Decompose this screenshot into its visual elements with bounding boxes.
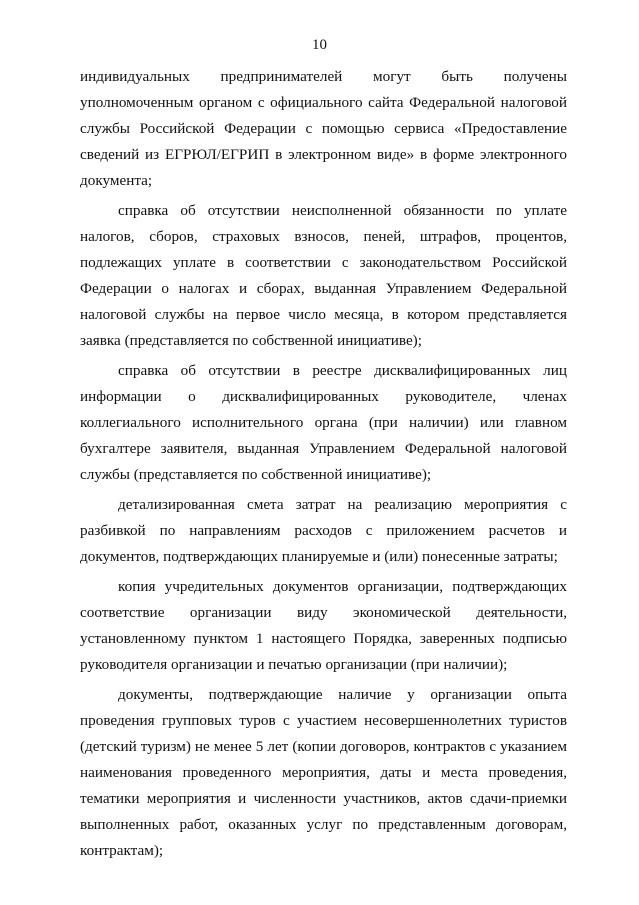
paragraph-founding-documents: копия учредительных документов организации, подтверждающих соответствие организации виду экономической деятельности, установленному пунктом 1 настоящего Порядка, заверенных подписью руководителя организации и печатью организации (при наличии); xyxy=(80,578,567,673)
paragraph-egrul-continuation: индивидуальных предпринимателей могут быть получены уполномоченным органом с официального сайта Федеральной налоговой службы Российской Федерации с помощью сервиса «Предоставление сведений из ЕГРЮЛ/ЕГРИП в электронном виде» в форме электронного документа; xyxy=(80,68,567,189)
paragraph-disqualified-registry: справка об отсутствии в реестре дисквалифицированных лиц информации о дисквалифицированных руководителе, членах коллегиального исполнительного органа (при наличии) или главном бухгалтере заявителя, выданная Управлением Федеральной налоговой службы (представляется по собственной инициативе); xyxy=(80,362,567,483)
paragraph-experience-documents: документы, подтверждающие наличие у организации опыта проведения групповых туров с участием несовершеннолетних туристов (детский туризм) не менее 5 лет (копии договоров, контрактов с указанием наименования проведенного мероприятия, даты и места проведения, тематики мероприятия и численности участников, актов сдачи-приемки выполненных работ, оказанных услуг по представленным договорам, контрактам); xyxy=(80,686,567,859)
paragraph-tax-certificate: справка об отсутствии неисполненной обязанности по уплате налогов, сборов, страховых взносов, пеней, штрафов, процентов, подлежащих уплате в соответствии с законодательством Российской Федерации о налогах и сборах, выданная Управлением Федеральной налоговой службы на первое число месяца, в котором представляется заявка (представляется по собственной инициативе); xyxy=(80,202,567,349)
document-body xyxy=(80,64,567,864)
page-number: 10 xyxy=(312,37,327,53)
paragraph-cost-estimate: детализированная смета затрат на реализацию мероприятия с разбивкой по направлениям расходов с приложением расчетов и документов, подтверждающих планируемые и (или) понесенные затраты; xyxy=(80,496,567,565)
